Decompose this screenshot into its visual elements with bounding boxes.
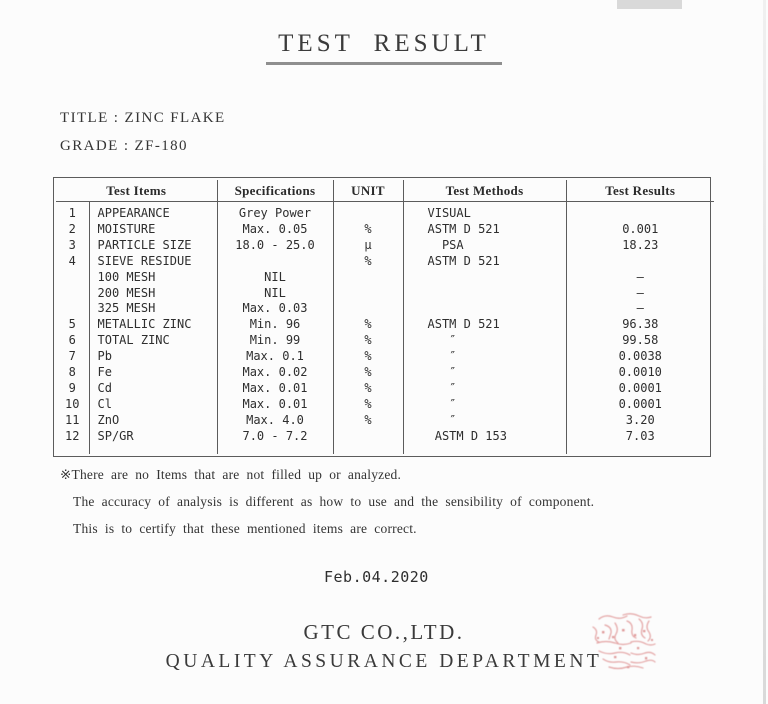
spacer-row — [56, 445, 714, 454]
cell-row-number: 11 — [65, 412, 80, 427]
table-row — [56, 333, 714, 349]
cell-test-result — [566, 206, 714, 222]
cell-test-result: 96.38 — [566, 317, 714, 333]
cell-row-number: 3 — [68, 237, 76, 252]
cell-specification: Max. 0.03 — [217, 301, 333, 317]
footnote-line: ※There are no Items that are not filled up or analyzed. — [60, 467, 402, 482]
cell-test-item: 325 MESH — [89, 301, 217, 317]
title-line: TITLE : ZINC FLAKE — [60, 110, 226, 126]
cell-test-result: 3.20 — [566, 413, 714, 429]
cell-test-item: Cl — [89, 397, 217, 413]
cell-row-number: 4 — [68, 253, 76, 268]
cell-row-number — [56, 301, 89, 317]
table-row — [56, 254, 714, 270]
table-row — [56, 365, 714, 381]
header-test-items: Test Items — [56, 180, 217, 202]
cell-test-result: 0.0038 — [566, 349, 714, 365]
cell-specification: Grey Power — [217, 206, 333, 222]
result-table-frame — [53, 177, 711, 457]
cell-test-item: SIEVE RESIDUE — [89, 254, 217, 270]
cell-row-number: 8 — [68, 365, 76, 380]
cell-unit — [333, 429, 403, 445]
cell-specification: 18.0 - 25.0 — [217, 238, 333, 254]
cell-test-method: ASTM D 521 — [403, 317, 566, 333]
table-row — [56, 349, 714, 365]
cell-test-result: 0.0001 — [566, 381, 714, 397]
cell-test-item: APPEARANCE — [89, 206, 217, 222]
cell-test-method: ASTM D 153 — [403, 429, 566, 445]
table-row — [56, 270, 714, 286]
cell-test-item: METALLIC ZINC — [89, 317, 217, 333]
department-name: QUALITY ASSURANCE DEPARTMENT — [165, 651, 603, 672]
table-row — [56, 286, 714, 302]
cell-test-method: PSA — [403, 238, 566, 254]
cell-test-item: Fe — [89, 365, 217, 381]
cell-row-number: 1 — [68, 206, 76, 220]
cell-test-result: – — [566, 301, 714, 317]
cell-test-item: 100 MESH — [89, 270, 217, 286]
cell-test-method: ″ — [403, 397, 566, 413]
cell-test-result: 0.0010 — [566, 365, 714, 381]
footnote-line: The accuracy of analysis is different as how to use and the sensibility of component. — [73, 494, 595, 509]
cell-specification: NIL — [217, 270, 333, 286]
cell-row-number — [56, 286, 89, 302]
cell-row-number: 6 — [68, 333, 76, 348]
title-block — [0, 30, 768, 65]
cell-test-result: 0.001 — [566, 222, 714, 238]
cell-test-item: MOISTURE — [89, 222, 217, 238]
cell-specification: Max. 0.02 — [217, 365, 333, 381]
cell-unit: % — [333, 317, 403, 333]
cell-test-method: ″ — [403, 349, 566, 365]
cell-row-number: 10 — [65, 396, 80, 411]
cell-test-item: PARTICLE SIZE — [89, 238, 217, 254]
cell-test-result — [566, 254, 714, 270]
table-body — [56, 202, 714, 454]
cell-row-number — [56, 270, 89, 286]
header-test-results: Test Results — [566, 180, 714, 202]
cell-specification: NIL — [217, 286, 333, 302]
cell-unit: % — [333, 333, 403, 349]
cell-test-result: – — [566, 270, 714, 286]
header-test-methods: Test Methods — [403, 180, 566, 202]
cell-test-result: 18.23 — [566, 238, 714, 254]
cell-test-result: 7.03 — [566, 429, 714, 445]
cell-row-number: 7 — [68, 349, 76, 364]
cell-unit: % — [333, 413, 403, 429]
table-row — [56, 206, 714, 222]
cell-row-number: 9 — [68, 380, 76, 395]
cell-test-method: ″ — [403, 333, 566, 349]
footnotes — [60, 467, 710, 548]
issue-date: Feb.04.2020 — [324, 568, 429, 586]
cell-test-method — [403, 286, 566, 302]
header-specifications: Specifications — [217, 180, 333, 202]
cell-unit: % — [333, 397, 403, 413]
cell-unit: % — [333, 222, 403, 238]
cell-test-method: VISUAL — [403, 206, 566, 222]
table-row — [56, 381, 714, 397]
cell-specification: Min. 96 — [217, 317, 333, 333]
table-row — [56, 301, 714, 317]
cell-unit — [333, 286, 403, 302]
cell-row-number: 2 — [68, 221, 76, 236]
cell-specification: Max. 4.0 — [217, 413, 333, 429]
cell-specification: Min. 99 — [217, 333, 333, 349]
cell-test-method: ASTM D 521 — [403, 222, 566, 238]
grade-line: GRADE : ZF-180 — [60, 138, 188, 154]
cell-test-method: ″ — [403, 365, 566, 381]
cell-unit: % — [333, 254, 403, 270]
cell-specification: Max. 0.05 — [217, 222, 333, 238]
cell-test-item: Pb — [89, 349, 217, 365]
scan-edge-shadow — [763, 0, 766, 704]
cell-test-method — [403, 270, 566, 286]
cell-test-method: ASTM D 521 — [403, 254, 566, 270]
footnote-line: This is to certify that these mentioned items are correct. — [73, 521, 417, 536]
table-header-row — [56, 180, 714, 202]
company-name: GTC CO.,LTD. — [303, 620, 465, 644]
cell-unit — [333, 301, 403, 317]
cell-test-method: ″ — [403, 381, 566, 397]
cell-unit: % — [333, 381, 403, 397]
cell-unit: % — [333, 365, 403, 381]
cell-specification: 7.0 - 7.2 — [217, 429, 333, 445]
table-row — [56, 413, 714, 429]
cell-test-item: Cd — [89, 381, 217, 397]
cell-unit: μ — [333, 238, 403, 254]
cell-unit — [333, 206, 403, 222]
cell-test-method: ″ — [403, 413, 566, 429]
table-header — [56, 180, 714, 202]
cell-unit: % — [333, 349, 403, 365]
cell-test-result: – — [566, 286, 714, 302]
table-row — [56, 222, 714, 238]
cell-test-item: SP/GR — [89, 429, 217, 445]
cell-test-item: 200 MESH — [89, 286, 217, 302]
table-row — [56, 397, 714, 413]
cell-specification: Max. 0.1 — [217, 349, 333, 365]
table-row — [56, 429, 714, 445]
cell-row-number: 12 — [65, 428, 80, 443]
scan-artifact — [617, 0, 682, 9]
table-row — [56, 317, 714, 333]
page-title: TEST RESULT — [266, 30, 502, 65]
cell-unit — [333, 270, 403, 286]
cell-test-item: TOTAL ZINC — [89, 333, 217, 349]
cell-test-result: 99.58 — [566, 333, 714, 349]
header-unit: UNIT — [333, 180, 403, 202]
cell-row-number: 5 — [68, 317, 76, 332]
cell-test-item: ZnO — [89, 413, 217, 429]
result-table — [56, 180, 714, 454]
table-row — [56, 238, 714, 254]
cell-test-method — [403, 301, 566, 317]
cell-test-result: 0.0001 — [566, 397, 714, 413]
red-seal-stamp-icon — [585, 609, 685, 675]
cell-specification: Max. 0.01 — [217, 381, 333, 397]
cell-specification — [217, 254, 333, 270]
cell-specification: Max. 0.01 — [217, 397, 333, 413]
